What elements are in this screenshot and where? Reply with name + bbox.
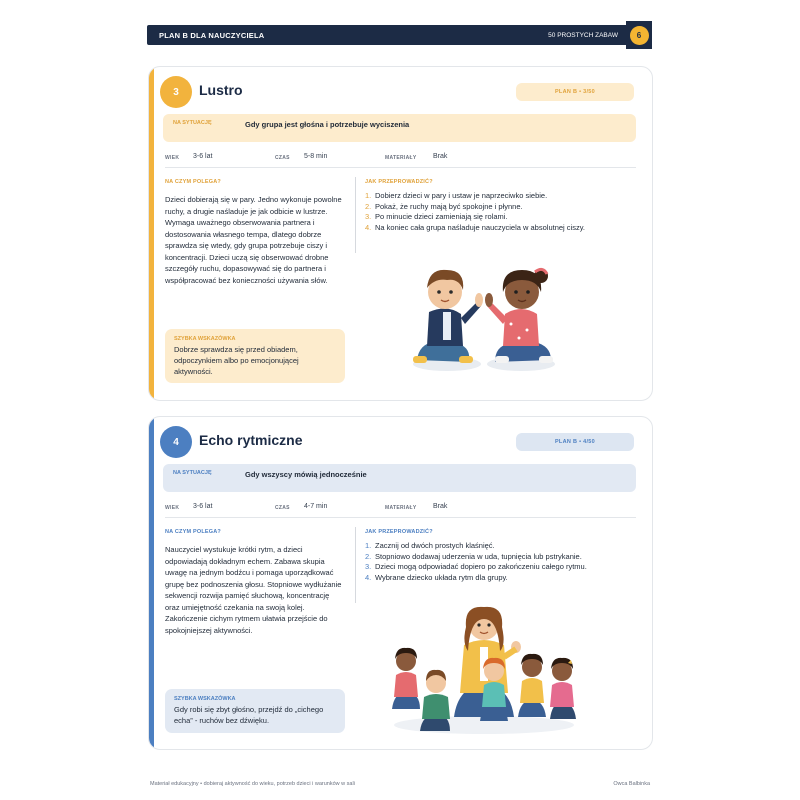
activity-card-echo [148, 416, 653, 750]
activity-title: Echo rytmiczne [199, 432, 303, 448]
steps-label: JAK PRZEPROWADZIĆ? [365, 529, 433, 535]
tip-text: Dobrze sprawdza się przed obiadem, odpoczynkiem albo po emocjonującej aktywności. [174, 345, 299, 376]
description-column [165, 529, 345, 636]
page-footer [150, 781, 650, 787]
step-item: 3. Dzieci mogą odpowiadać dopiero po zakończeniu całego rytmu. [365, 562, 587, 571]
description-column [165, 179, 345, 286]
steps-label: JAK PRZEPROWADZIĆ? [365, 179, 433, 185]
meta-row [165, 147, 636, 168]
materials-label: MATERIAŁY [385, 155, 417, 161]
steps-list [365, 541, 635, 583]
steps-column [365, 179, 635, 233]
situation-text: Gdy wszyscy mówią jednocześnie [245, 470, 367, 479]
situation-label: NA SYTUACJĘ [173, 470, 212, 476]
situation-label: NA SYTUACJĘ [173, 120, 212, 126]
description-label: NA CZYM POLEGA? [165, 529, 221, 535]
tip-label: SZYBKA WSKAZÓWKA [174, 696, 236, 702]
header-right [548, 25, 652, 45]
age-label: WIEK [165, 155, 180, 161]
age-value: 3-6 lat [193, 153, 213, 160]
header-title: PLAN B DLA NAUCZYCIELA [159, 30, 265, 40]
plan-badge: PLAN B • 4/50 [516, 433, 634, 451]
activity-card-lustro [148, 66, 653, 401]
plan-badge: PLAN B • 3/50 [516, 83, 634, 101]
description-text: Dzieci dobierają się w pary. Jedno wykonuje powolne ruchy, a drugie naśladuje je jak odbicie w lustrze. Wymaga uważnego obserwowania partnera i dostosowania własnego tempa, dlatego dobrze sprawdza się wtedy, gdy grupa potrzebuje ciszy i koncentracji. Dzieci uczą się obserwować drobne szczegóły ruchu, dopasowywać się do partnera i współpracować bez konieczności używania słów. [165, 195, 342, 285]
step-item: 1. Dobierz dzieci w pary i ustaw je naprzeciwko siebie. [365, 191, 548, 200]
footer-brand: Owca Balbinka [613, 781, 650, 787]
step-item: 1. Zacznij od dwóch prostych klaśnięć. [365, 541, 495, 550]
footer-note: Materiał edukacyjny • dobieraj aktywność do wieku, potrzeb dzieci i warunków w sali [150, 781, 355, 787]
situation-box [163, 464, 636, 492]
step-item: 2. Pokaż, że ruchy mają być spokojne i płynne. [365, 201, 523, 211]
tip-box [165, 689, 345, 733]
time-label: CZAS [275, 155, 290, 161]
description-label: NA CZYM POLEGA? [165, 179, 221, 185]
meta-row [165, 497, 636, 518]
age-value: 3-6 lat [193, 503, 213, 510]
step-item: 2. Stopniowo dodawaj uderzenia w uda, tupnięcia lub pstrykanie. [365, 551, 582, 561]
age-label: WIEK [165, 505, 180, 511]
tip-text: Gdy robi się zbyt głośno, przejdź do „cichego echa” - ruchów bez dźwięku. [174, 705, 324, 725]
step-item: 3. Po minucie dzieci zamieniają się rolami. [365, 212, 508, 221]
tip-label: SZYBKA WSKAZÓWKA [174, 336, 236, 342]
materials-value: Brak [433, 503, 448, 510]
step-item: 4. Na koniec cała grupa naśladuje nauczyciela w absolutnej ciszy. [365, 222, 585, 232]
activity-title: Lustro [199, 82, 243, 98]
page-header [147, 25, 652, 45]
teacher-with-children-illustration [384, 597, 584, 737]
description-text: Nauczyciel wystukuje krótki rytm, a dzieci odpowiadają dokładnym echem. Zabawa skupia uwagę na jednym bodźcu i pomaga uporządkować grupę bez podnoszenia głosu. Stopniowe wydłużanie sekwencji rozwija pamięć słuchową, koncentrację oraz umiejętność czekania na swoją kolej. Zakończenie cichym rytmem ułatwia przejście do spokojniejszej aktywności. [165, 545, 342, 635]
materials-label: MATERIAŁY [385, 505, 417, 511]
time-value: 5-8 min [304, 153, 328, 160]
page-number: 6 [630, 26, 649, 45]
tip-box [165, 329, 345, 383]
header-subtitle: 50 PROSTYCH ZABAW [548, 31, 618, 39]
steps-list [365, 191, 635, 233]
steps-column [365, 529, 635, 583]
column-divider [355, 177, 356, 253]
card-accent-bar [149, 67, 154, 400]
two-children-mirror-illustration [399, 252, 569, 377]
situation-text: Gdy grupa jest głośna i potrzebuje wyciszenia [245, 120, 410, 129]
activity-number: 4 [160, 426, 192, 458]
time-value: 4-7 min [304, 503, 328, 510]
card-accent-bar [149, 417, 154, 749]
time-label: CZAS [275, 505, 290, 511]
materials-value: Brak [433, 153, 448, 160]
activity-number: 3 [160, 76, 192, 108]
step-item: 4. Wybrane dziecko układa rytm dla grupy. [365, 572, 508, 582]
situation-box [163, 114, 636, 142]
page-number-box [626, 21, 652, 49]
column-divider [355, 527, 356, 603]
